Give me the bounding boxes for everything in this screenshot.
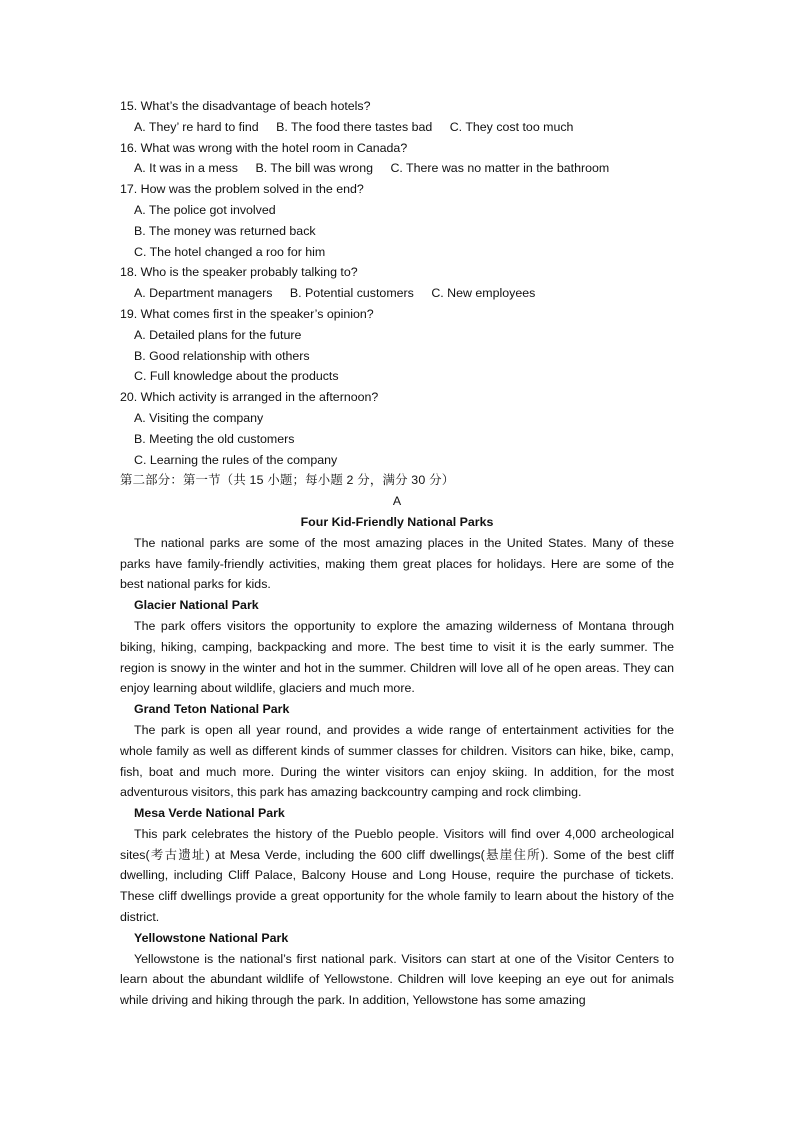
question-15: 15. What’s the disadvantage of beach hotels?	[120, 99, 371, 113]
option-a: A. Detailed plans for the future	[134, 327, 302, 342]
park-text-glacier: The park offers visitors the opportunity to explore the amazing wilderness of Montana through biking, hiking, camping, backpacking and more. The best time to visit it is the early summer. The region is snowy in the winter and hot in the summer. Children will love all of he open areas. They can enjoy learning about wildlife, glaciers and much more.	[120, 618, 674, 696]
option-c: C. Learning the rules of the company	[134, 452, 338, 467]
park-text-yellowstone: Yellowstone is the national’s first national park. Visitors can start at one of the Visitor Centers to learn about the abundant wildlife of Yellowstone. Children will love keeping an eye out for animals while driving and hiking through the park. In addition, Yellowstone has some amazing	[120, 951, 674, 1008]
section-title: 第二部分：第一节（共 15 小题；每小题 2 分，满分 30 分）	[120, 473, 455, 488]
park-heading-grand-teton: Grand Teton National Park	[134, 702, 290, 717]
option-a: A. Visiting the company	[134, 410, 264, 425]
question-18: 18. Who is the speaker probably talking to?	[120, 265, 358, 280]
option-b: B. Potential customers	[289, 286, 414, 301]
part-letter: A	[392, 494, 402, 509]
question-18-options	[120, 283, 674, 304]
option-a: A. It was in a mess	[134, 161, 238, 176]
option-a: A. Department managers	[134, 286, 273, 301]
park-text-grand-teton: The park is open all year round, and provides a wide range of entertainment activities for the whole family as well as different kinds of summer classes for children. Visitors can hike, bike, camp, fish, boat and much more. During the winter visitors can enjoy skiing. In addition, for the most adventurous visitors, this park has amazing backcountry camping and rock climbing.	[120, 722, 674, 800]
question-15-options	[120, 117, 674, 138]
document-page	[120, 96, 674, 1011]
question-16: 16. What was wrong with the hotel room in Canada?	[120, 140, 408, 155]
option-a: A. The police got involved	[134, 202, 276, 217]
option-c: C. They cost too much	[449, 119, 574, 134]
question-19: 19. What comes first in the speaker’s opinion?	[120, 306, 374, 321]
article-intro: The national parks are some of the most amazing places in the United States. Many of these parks have family-friendly activities, making them great places for holidays. Here are some of the best national parks for kids.	[120, 535, 674, 592]
article-title: Four Kid-Friendly National Parks	[300, 514, 494, 529]
question-17: 17. How was the problem solved in the end?	[120, 182, 364, 197]
option-b: B. Good relationship with others	[134, 348, 310, 363]
park-heading-glacier: Glacier National Park	[134, 598, 259, 613]
question-20: 20. Which activity is arranged in the afternoon?	[120, 390, 379, 405]
park-heading-mesa-verde: Mesa Verde National Park	[134, 806, 285, 821]
option-b: B. The money was returned back	[134, 223, 316, 238]
option-a: A. They’ re hard to find	[134, 119, 259, 134]
question-16-options	[120, 158, 674, 179]
option-b: B. Meeting the old customers	[134, 431, 295, 446]
park-text-mesa-verde: This park celebrates the history of the Pueblo people. Visitors will find over 4,000 archeological sites(考古遗址) at Mesa Verde, including the 600 cliff dwellings(悬崖住所). Some of the best cliff dwelling, including Cliff Palace, Balcony House and Long House, require the purchase of tickets. These cliff dwellings provide a great opportunity for the whole family to learn about the history of the district.	[120, 826, 674, 925]
park-heading-yellowstone: Yellowstone National Park	[134, 930, 289, 945]
option-c: C. The hotel changed a roo for him	[134, 244, 326, 259]
option-c: C. New employees	[431, 286, 536, 301]
option-c: C. Full knowledge about the products	[134, 369, 339, 384]
option-b: B. The food there tastes bad	[276, 119, 433, 134]
option-b: B. The bill was wrong	[255, 161, 373, 176]
option-c: C. There was no matter in the bathroom	[390, 161, 610, 176]
